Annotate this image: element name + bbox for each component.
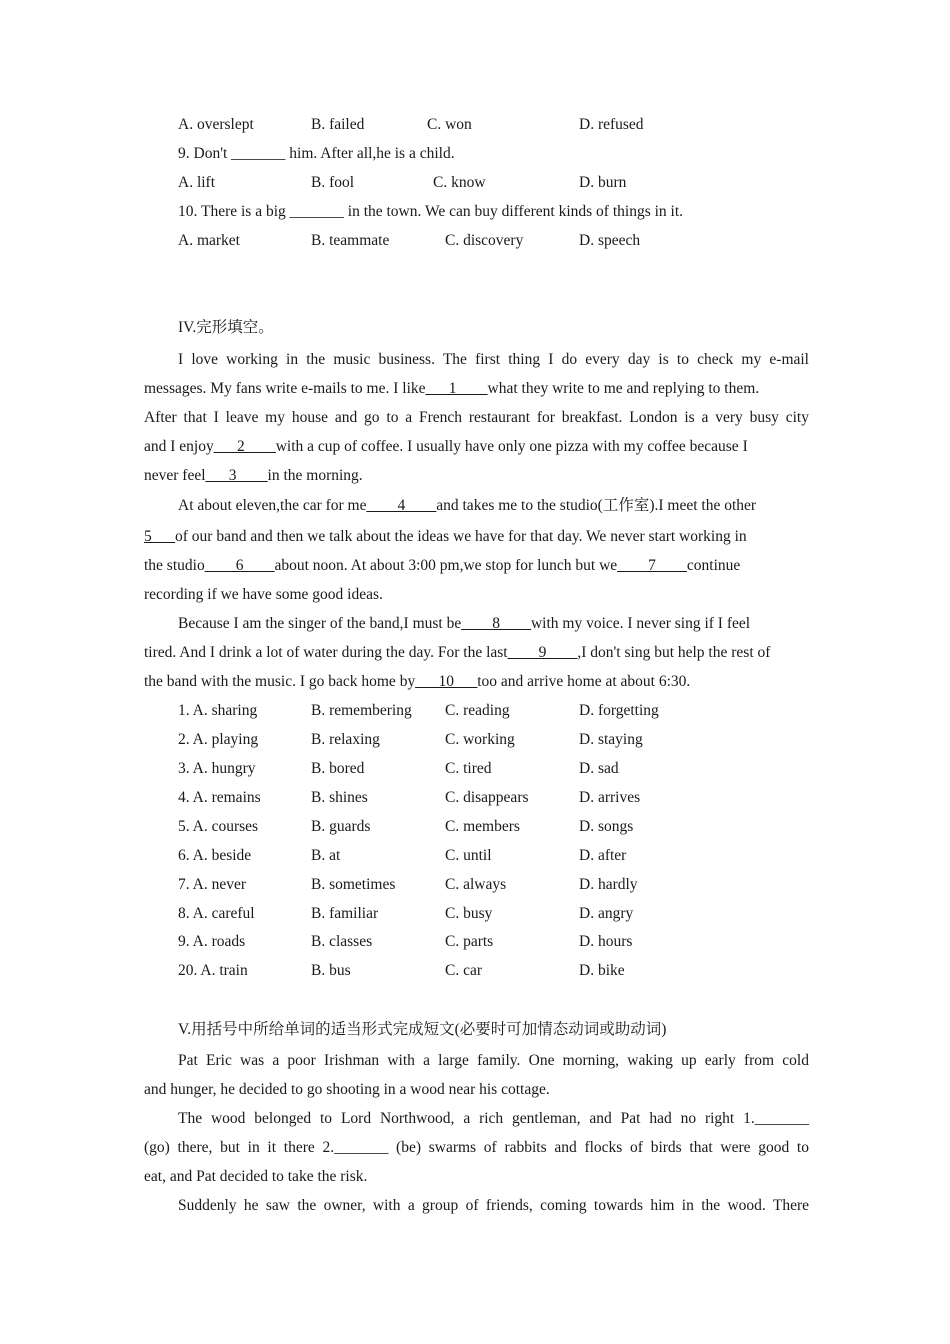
option-b: B. teammate [311,232,390,249]
option-c: C. reading [445,702,510,719]
option-d: D. songs [579,818,634,835]
option-a: 3. A. hungry [178,760,256,777]
blank-4: ____4____ [366,497,437,514]
blank-9: ____9____ [507,644,578,661]
option-d: D. bike [579,962,625,979]
blank-10: ___10___ [415,673,478,690]
cloze-p1-line1: I love working in the music business. The first thing I do every day is to check my e-mail [178,351,809,368]
blank-3: ___3____ [205,467,268,484]
cloze-p1-line4: and I enjoy___2____with a cup of coffee. I usually have only one pizza with my coffee because I [144,438,748,455]
option-b: B. remembering [311,702,412,719]
cloze-p1-line2: messages. My fans write e-mails to me. I like___1____what they write to me and replying to them. [144,380,760,397]
grammar-line-5: eat, and Pat decided to take the risk. [144,1168,368,1185]
option-d: D. sad [579,760,619,777]
option-c: C. discovery [445,232,524,249]
question-10: 10. There is a big _______ in the town. We can buy different kinds of things in it. [178,203,684,220]
option-d: D. hardly [579,876,638,893]
question-9: 9. Don't _______ him. After all,he is a child. [178,145,455,162]
grammar-line-3: The wood belonged to Lord Northwood, a rich gentleman, and Pat had no right 1._______ [178,1110,809,1127]
option-a: 6. A. beside [178,847,252,864]
option-a: 9. A. roads [178,933,246,950]
option-b: B. classes [311,933,373,950]
option-a: A. market [178,232,240,249]
option-d: D. hours [579,933,633,950]
blank-6: ____6____ [204,557,275,574]
option-d: D. staying [579,731,643,748]
option-c: C. working [445,731,515,748]
option-a: 5. A. courses [178,818,259,835]
option-a: 8. A. careful [178,905,255,922]
section-heading-cloze: IV.完形填空。 [178,319,274,336]
option-b: B. shines [311,789,368,806]
option-b: B. bored [311,760,365,777]
option-d: D. angry [579,905,634,922]
option-b: B. guards [311,818,371,835]
option-d: D. speech [579,232,641,249]
option-a: 2. A. playing [178,731,259,748]
option-d: D. after [579,847,627,864]
cloze-p2-line3: the studio____6____about noon. At about 3:00 pm,we stop for lunch but we____7____continue [144,557,741,574]
option-a: 4. A. remains [178,789,261,806]
cloze-p1-line5: never feel___3____in the morning. [144,467,363,484]
option-c: C. won [427,116,472,133]
option-d: D. burn [579,174,627,191]
option-c: C. tired [445,760,492,777]
blank-2: ___2____ [213,438,276,455]
option-c: C. busy [445,905,493,922]
option-a: 1. A. sharing [178,702,258,719]
option-b: B. sometimes [311,876,396,893]
option-c: C. car [445,962,483,979]
cloze-p2-line4: recording if we have some good ideas. [144,586,383,603]
cloze-p3-line2: tired. And I drink a lot of water during the day. For the last____9____,I don't sing but help the rest of [144,644,771,661]
option-b: B. bus [311,962,351,979]
option-c: C. until [445,847,492,864]
blank-1: ___1____ [425,380,488,397]
cloze-p2-line2: 5___of our band and then we talk about the ideas we have for that day. We never start working in [144,528,747,545]
option-b: B. fool [311,174,355,191]
option-b: B. failed [311,116,365,133]
option-d: D. arrives [579,789,641,806]
option-c: C. always [445,876,507,893]
option-a: 7. A. never [178,876,247,893]
option-b: B. relaxing [311,731,380,748]
option-d: D. forgetting [579,702,659,719]
option-c: C. parts [445,933,494,950]
blank-5: 5___ [144,528,175,545]
option-b: B. at [311,847,341,864]
grammar-line-1: Pat Eric was a poor Irishman with a large family. One morning, waking up early from cold [178,1052,809,1069]
cloze-p1-line3: After that I leave my house and go to a French restaurant for breakfast. London is a very busy city [144,409,809,426]
blank-8: ____8____ [461,615,531,632]
cloze-p3-line3: the band with the music. I go back home by___10___too and arrive home at about 6:30. [144,673,691,690]
grammar-line-4: (go) there, but in it there 2._______ (be) swarms of rabbits and flocks of birds that were good to [144,1139,809,1156]
option-a: A. lift [178,174,216,191]
option-a: 20. A. train [178,962,248,979]
option-d: D. refused [579,116,644,133]
grammar-line-2: and hunger, he decided to go shooting in a wood near his cottage. [144,1081,550,1098]
blank-7: ____7____ [617,557,687,574]
cloze-p2-line1: At about eleven,the car for me____4____and takes me to the studio(工作室).I meet the other [178,497,757,514]
grammar-line-6: Suddenly he saw the owner, with a group of friends, coming towards him in the wood. There [178,1197,809,1214]
option-c: C. disappears [445,789,529,806]
cloze-p3-line1: Because I am the singer of the band,I must be____8____with my voice. I never sing if I feel [178,615,751,632]
option-c: C. know [433,174,486,191]
section-heading-grammar: V.用括号中所给单词的适当形式完成短文(必要时可加情态动词或助动词) [178,1021,667,1038]
option-c: C. members [445,818,520,835]
option-a: A. overslept [178,116,254,133]
option-b: B. familiar [311,905,379,922]
